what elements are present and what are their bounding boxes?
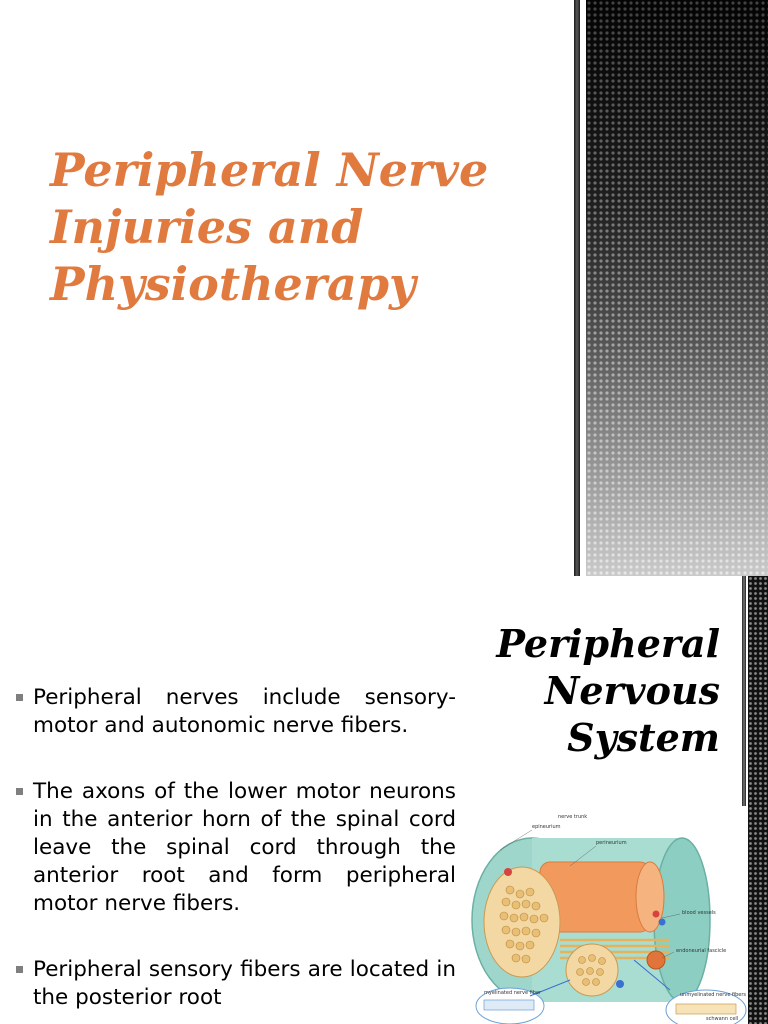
label-blood-vessels: blood vessels (682, 910, 716, 916)
bullet-item (16, 956, 456, 1012)
label-schwann-cell: schwann cell (706, 1016, 739, 1022)
content-slide (0, 576, 768, 1024)
bullet-square-icon (16, 788, 23, 795)
bullet-text: Peripheral nerves include sensory-motor and autonomic nerve fibers. (33, 685, 456, 738)
label-myelinated-fiber: myelinated nerve fiber (484, 990, 542, 996)
bullet-item (16, 684, 456, 740)
title-line-2: Injuries and (50, 200, 364, 254)
title-line-1: Peripheral Nerve (50, 143, 489, 197)
title-line-3: Physiotherapy (50, 257, 416, 311)
bullet-square-icon (16, 694, 23, 701)
myelinated-fiber-sheath (484, 1000, 534, 1010)
nerve-anatomy-illustration (470, 810, 748, 1024)
bullet-text: Peripheral sensory fibers are located in the posterior root (33, 957, 456, 1010)
slide-title-line-1: Peripheral (496, 621, 720, 666)
label-endoneurial-fascicle: endoneurial fascicle (676, 948, 727, 954)
slide-divider-bar (742, 576, 746, 806)
slide-title (460, 620, 720, 761)
slide-divider-bar (574, 0, 580, 576)
slide-title-line-3: System (567, 715, 720, 760)
decorative-texture-panel (583, 0, 768, 576)
bullet-square-icon (16, 966, 23, 973)
label-unmyelinated-fiber: unmyelinated nerve fibers (680, 992, 747, 998)
unmyelinated-fiber-bundle (676, 1004, 736, 1014)
presentation-title (50, 142, 550, 313)
label-nerve-trunk: nerve trunk (558, 814, 588, 820)
bullet-list (16, 684, 456, 1024)
label-perineurium: perineurium (596, 840, 627, 846)
bullet-item (16, 778, 456, 918)
slide-title-line-2: Nervous (544, 668, 720, 713)
decorative-texture-panel (748, 576, 768, 1024)
bullet-text: The axons of the lower motor neurons in the anterior horn of the spinal cord leave the spinal cord through the anterior root and form peripheral motor nerve fibers. (33, 779, 456, 916)
label-epineurium: epineurium (532, 824, 561, 830)
